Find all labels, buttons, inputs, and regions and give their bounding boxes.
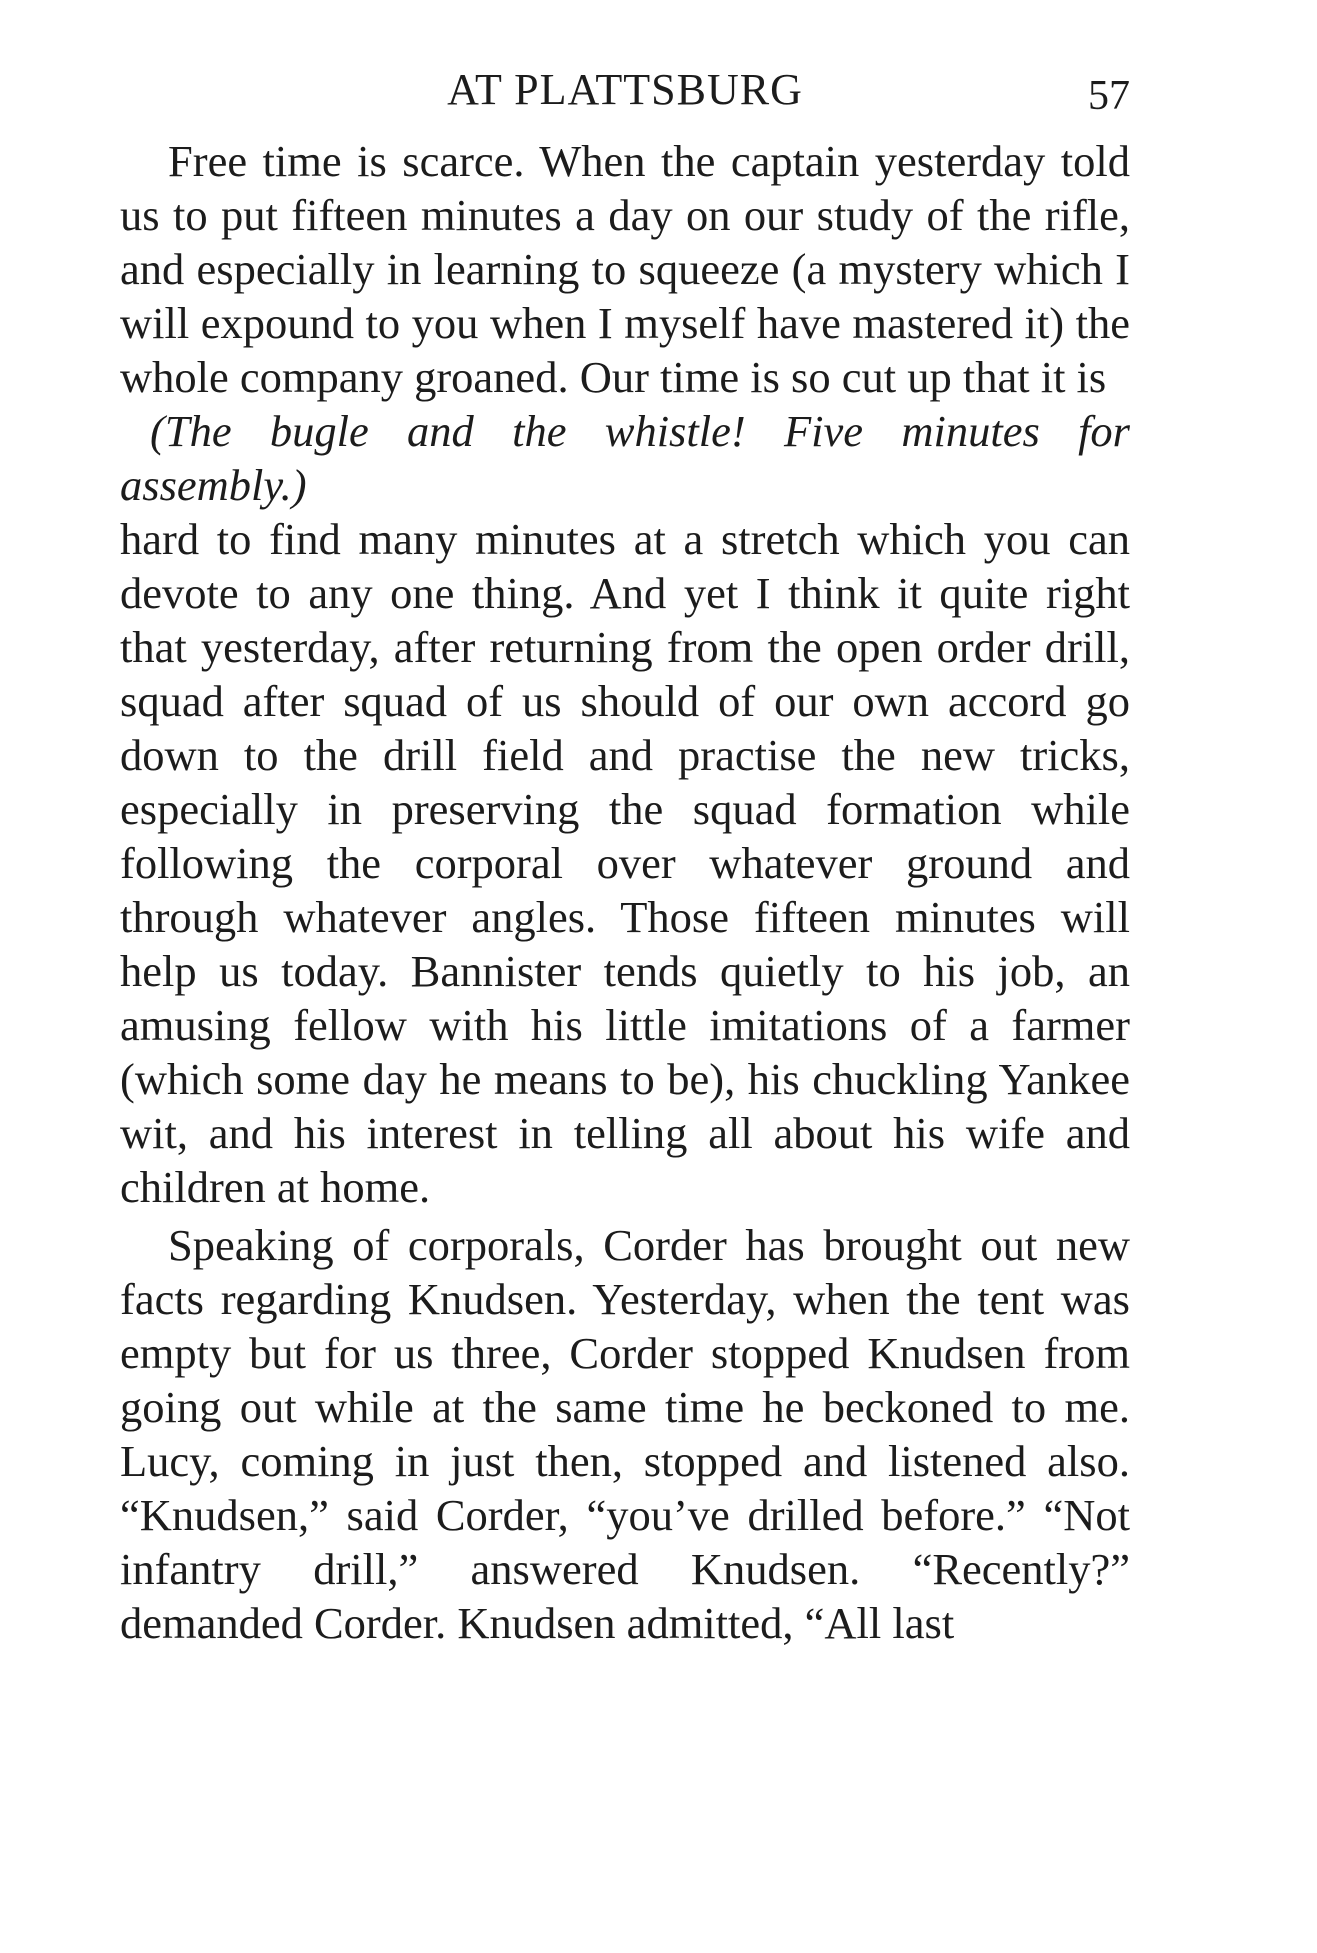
italic-aside-line-2: assembly.) bbox=[120, 460, 307, 510]
page-header bbox=[120, 64, 1130, 134]
paragraph-1: Free time is scarce. When the captain yesterday told us to put fifteen minutes a day on our study of the rifle, and especially in learning to squeeze (a mystery which I will expound to you when I myself have mastered it) the whole company groaned. Our time is so cut up that it is bbox=[120, 136, 1130, 402]
page-number: 57 bbox=[1088, 73, 1130, 119]
running-head: AT PLATTSBURG bbox=[447, 65, 803, 114]
body-text bbox=[120, 134, 1130, 1650]
book-page bbox=[120, 64, 1130, 1650]
italic-aside-line-1: (The bugle and the whistle! Five minutes for bbox=[150, 406, 1130, 456]
paragraph-3: Speaking of corporals, Corder has brought out new facts regarding Knudsen. Yesterday, when the tent was empty but for us three, Corder stopped Knudsen from going out while at the same time he beckoned to me. Lucy, coming in just then, stopped and listened also. “Knudsen,” said Corder, “you’ve drilled before.” “Not infantry drill,” answered Knudsen. “Recently?” demanded Corder. Knudsen admitted, “All last bbox=[120, 1220, 1130, 1648]
paragraph-2: hard to find many minutes at a stretch which you can devote to any one thing. And yet I think it quite right that yesterday, after returning from the open order drill, squad after squad of us should of our own accord go down to the drill field and practise the new tricks, especially in preserving the squad formation while following the corporal over whatever ground and through whatever angles. Those fifteen minutes will help us today. Bannister tends quietly to his job, an amusing fellow with his little imitations of a farmer (which some day he means to be), his chuckling Yankee wit, and his interest in telling all about his wife and children at home. bbox=[120, 514, 1130, 1212]
